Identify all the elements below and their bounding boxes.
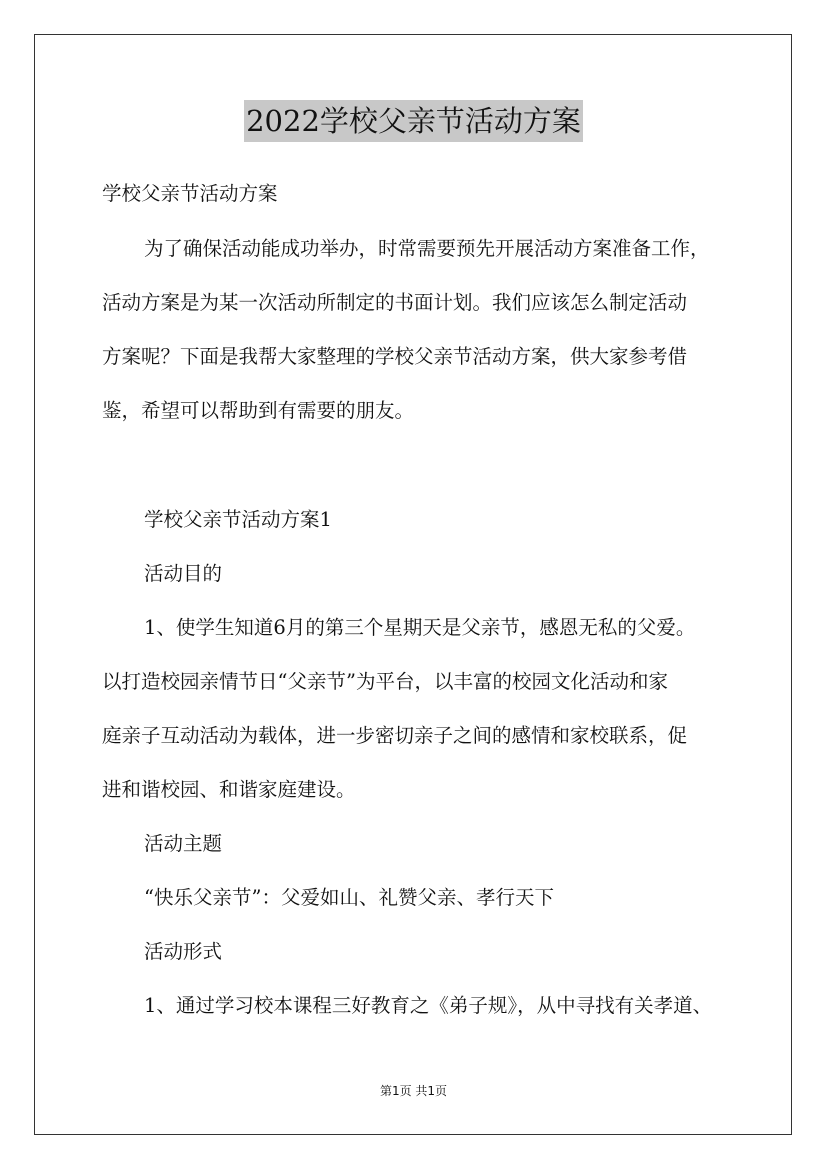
paragraph-line: 方案呢？下面是我帮大家整理的学校父亲节活动方案，供大家参考借 [102, 345, 688, 368]
paragraph-line: 进和谐校园、和谐家庭建设。 [102, 778, 356, 801]
paragraph-line: 为了确保活动能成功举办，时常需要预先开展活动方案准备工作， [144, 237, 710, 260]
paragraph-line: 活动方案是为某一次活动所制定的书面计划。我们应该怎么制定活动 [102, 291, 688, 314]
paragraph-line: “快乐父亲节”：父爱如山、礼赞父亲、孝行天下 [144, 886, 554, 909]
paragraph-line: 庭亲子互动活动为载体，进一步密切亲子之间的感情和家校联系，促 [102, 724, 688, 747]
subsection-heading: 活动主题 [144, 832, 223, 855]
paragraph-line: 鉴，希望可以帮助到有需要的朋友。 [102, 399, 415, 422]
title-wrap [0, 100, 827, 142]
paragraph-line: 1、使学生知道6月的第三个星期天是父亲节，感恩无私的父爱。 [144, 616, 696, 639]
doc-subtitle: 学校父亲节活动方案 [102, 182, 278, 205]
subsection-heading: 活动形式 [144, 940, 223, 963]
subsection-heading: 活动目的 [144, 562, 223, 585]
page-footer: 第1页 共1页 [379, 1084, 448, 1098]
section-heading: 学校父亲节活动方案1 [144, 508, 332, 531]
document-title: 2022学校父亲节活动方案 [244, 100, 583, 142]
paragraph-line: 1、通过学习校本课程三好教育之《弟子规》，从中寻找有关孝道、 [144, 994, 713, 1017]
paragraph-line: 以打造校园亲情节日“父亲节”为平台，以丰富的校园文化活动和家 [102, 670, 668, 693]
